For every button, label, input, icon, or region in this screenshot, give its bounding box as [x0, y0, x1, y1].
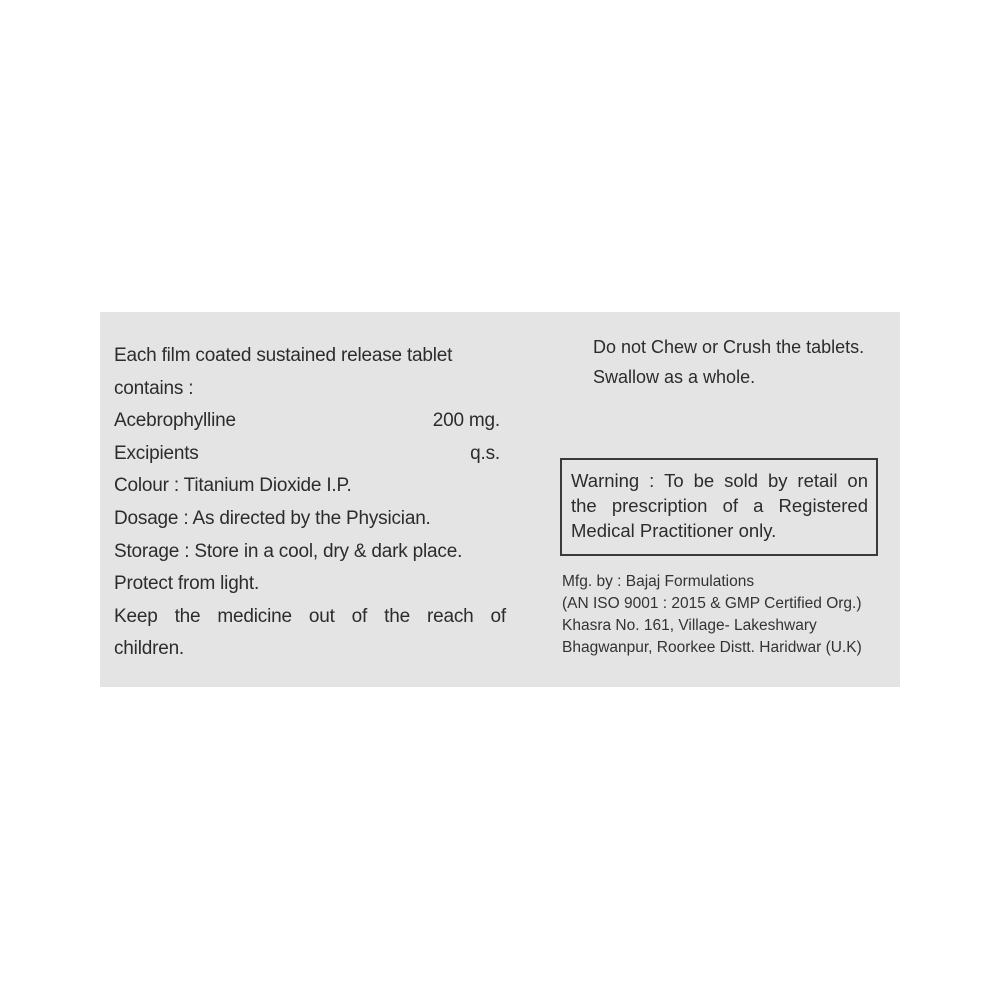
manufacturer-line3: Khasra No. 161, Village- Lakeshwary [562, 617, 817, 634]
manufacturer-line1: Mfg. by : Bajaj Formulations [562, 573, 755, 590]
warning-box [560, 458, 878, 556]
composition-section [114, 340, 506, 666]
manufacturer-line4: Bhagwanpur, Roorkee Distt. Haridwar (U.K) [562, 639, 862, 656]
warning-word: Warning [571, 470, 640, 491]
colour-line: Colour : Titanium Dioxide I.P. [114, 475, 352, 497]
dosage-line: Dosage : As directed by the Physician. [114, 507, 431, 529]
warning-word: a [753, 495, 764, 516]
ingredient-row [114, 438, 506, 471]
manufacturer-info [562, 571, 862, 659]
warning-word: prescription [611, 495, 708, 516]
keep-out-of-reach-line1 [114, 601, 506, 634]
warning-word: be [693, 470, 715, 491]
keep-word: Keep [114, 605, 158, 627]
warning-word: on [847, 470, 868, 491]
ingredient-amount: 200 mg. [432, 410, 500, 432]
warning-word: To [664, 470, 684, 491]
keep-word: the [174, 605, 201, 627]
keep-word: reach [426, 605, 474, 627]
warning-word: Registered [778, 495, 868, 516]
warning-word: sold [724, 470, 759, 491]
ingredient-name: Excipients [114, 442, 199, 464]
keep-word: of [351, 605, 368, 627]
warning-word: of [722, 495, 739, 516]
medicine-label-panel [100, 312, 900, 687]
warning-word: : [649, 470, 655, 491]
storage-line: Storage : Store in a cool, dry & dark place. [114, 540, 463, 562]
instruction-line2: Swallow as a whole. [593, 367, 756, 387]
warning-line1 [571, 468, 868, 493]
ingredient-amount: q.s. [470, 442, 500, 464]
keep-word: of [490, 605, 506, 627]
warning-word: the [571, 495, 597, 516]
administration-instructions [593, 332, 864, 392]
warning-word: by [767, 470, 788, 491]
keep-out-of-reach-line2: children. [114, 638, 185, 660]
keep-word: the [384, 605, 410, 627]
ingredient-row [114, 405, 506, 438]
composition-intro-line2: contains : [114, 377, 194, 399]
instruction-line1: Do not Chew or Crush the tablets. [593, 337, 865, 357]
warning-word: retail [797, 470, 838, 491]
ingredient-name: Acebrophylline [114, 410, 236, 432]
composition-intro-line1: Each film coated sustained release tablet [114, 345, 453, 366]
warning-line2 [571, 493, 868, 518]
warning-line3: Medical Practitioner only. [571, 520, 777, 541]
protect-line: Protect from light. [114, 573, 260, 595]
keep-word: out [308, 605, 335, 627]
keep-word: medicine [217, 605, 292, 627]
manufacturer-line2: (AN ISO 9001 : 2015 & GMP Certified Org.) [562, 595, 862, 612]
